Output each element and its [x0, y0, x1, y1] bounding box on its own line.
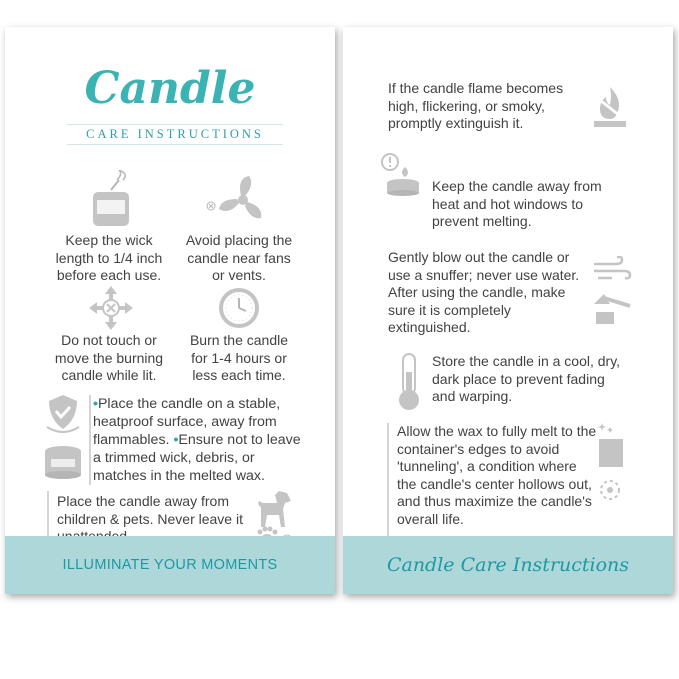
spin-icon — [597, 477, 623, 503]
fan-icon — [205, 172, 275, 226]
candle-jar-icon — [87, 170, 135, 228]
tip-stable-part2: Ensure not to leave a trimmed wick, debris, or matches in the melted wax. — [93, 432, 301, 484]
tip-fans: Avoid placing the candle near fans or vents. — [185, 232, 293, 283]
sparkle-candle-icon — [596, 421, 626, 469]
tip-tunnel: Allow the wax to fully melt to the container's edges to avoid 'tunneling', a condition where the candle's center hollows out, and thus maximize the candle's overall life. — [397, 423, 597, 527]
care-card-front — [5, 27, 335, 594]
footer-band — [343, 536, 673, 594]
card-subtitle: CARE INSTRUCTIONS — [67, 124, 283, 145]
tip-burn: Burn the candle for 1-4 hours or less each time. — [189, 332, 289, 383]
snuffer-icon — [590, 290, 634, 324]
thermometer-icon — [396, 352, 422, 412]
fire-extinguish-icon — [592, 85, 628, 129]
candle-tin-icon — [43, 445, 83, 479]
divider-bar — [89, 395, 91, 485]
tip-wick: Keep the wick length to 1/4 inch before each use. — [55, 232, 163, 283]
tip-move: Do not touch or move the burning candle while lit. — [54, 332, 164, 383]
dog-icon — [257, 489, 293, 529]
footer-script-title: Candle Care Instructions — [386, 554, 630, 576]
shield-check-icon — [45, 393, 81, 435]
clock-icon — [218, 287, 260, 329]
footer-tagline: ILLUMINATE YOUR MOMENTS — [62, 557, 278, 573]
tip-children: Place the candle away from children & pets. Never leave it — [57, 493, 243, 527]
tip-stable: •Place the candle on a stable, heatproof surface, away from flammables. •Ensure not to leave a trimmed wick, debris, or matches in the melted wax. — [93, 396, 301, 484]
care-card-back — [343, 27, 673, 594]
tip-blow: Gently blow out the candle or use a snuffer; never use water. After using the candle, make sure it is completely extinguished. — [388, 249, 580, 335]
footer-band — [5, 536, 335, 594]
move-arrows-icon — [89, 286, 133, 330]
tip-heat: Keep the candle away from heat and hot windows to prevent melting. — [432, 178, 602, 229]
tip-stable-part1: Place the candle on a stable, heatproof surface, away from flammables. — [93, 396, 281, 448]
tip-store: Store the candle in a cool, dry, dark place to prevent fading and warping. — [432, 353, 621, 404]
tip-flame: If the candle flame becomes high, flickering, or smoky, promptly extinguish it. — [388, 80, 564, 131]
wind-icon — [592, 256, 632, 284]
heat-warning-icon — [379, 153, 421, 197]
divider-bar — [387, 423, 389, 545]
card-title: Candle — [84, 63, 256, 114]
